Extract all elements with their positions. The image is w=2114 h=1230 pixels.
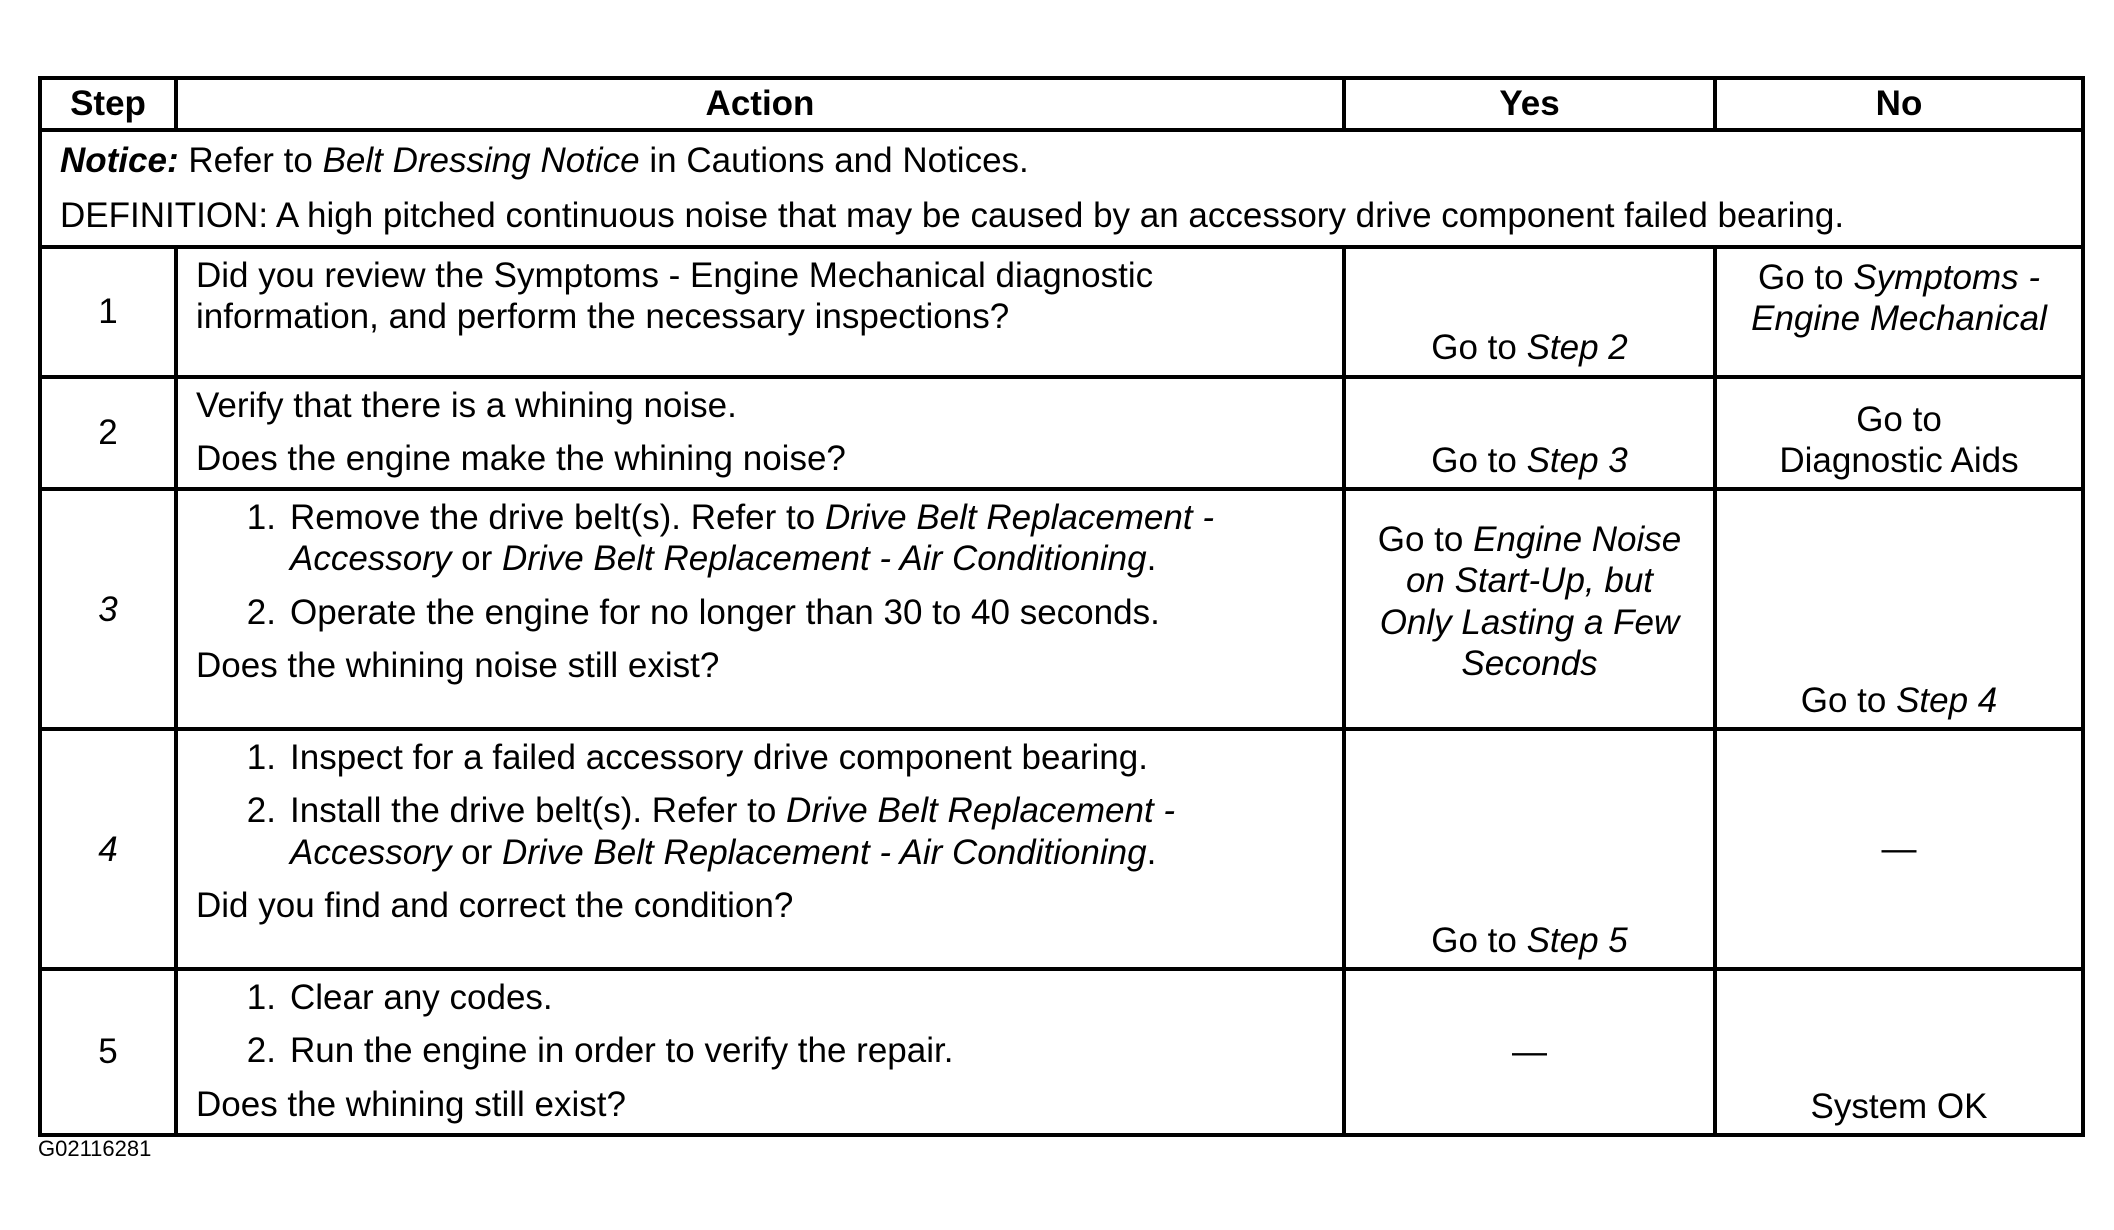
list-item: 1. Clear any codes.: [246, 978, 553, 1018]
action-cell-1: [176, 247, 1344, 377]
yes-3-link: Engine Noise on Start-Up, but Only Lasting a Few Seconds: [1379, 520, 1682, 684]
yes-cell-1: [1344, 247, 1715, 377]
notice-label: Notice:: [60, 141, 179, 180]
notice-cell: [40, 130, 2083, 247]
yes-2-pre: Go to: [1431, 440, 1527, 480]
no-cell-2: [1715, 377, 2083, 490]
no-1-link: Symptoms - Engine Mechanical: [1751, 257, 2047, 338]
notice-row: [40, 130, 2083, 247]
no-cell-3: [1715, 489, 2083, 729]
step-row-4: [40, 729, 2083, 969]
list-item: 2. Operate the engine for no longer than 30 to 40 seconds.: [246, 592, 1160, 632]
yes-cell-2: [1344, 377, 1715, 490]
yes-1-pre: Go to: [1431, 328, 1527, 368]
figure-id: G02116281: [38, 1136, 152, 1161]
drive-belt-ac-ref: Drive Belt Replacement - Air Conditioning: [502, 539, 1147, 579]
step-row-2: [40, 377, 2083, 490]
drive-belt-accessory-ref: Drive Belt Replacement - Accessory: [290, 791, 1176, 872]
header-step: Step: [40, 78, 176, 130]
drive-belt-accessory-ref: Drive Belt Replacement - Accessory: [290, 498, 1214, 579]
yes-4-link: Step 5: [1526, 920, 1628, 960]
action-cell-4: [176, 729, 1344, 969]
action-cell-2: [176, 377, 1344, 490]
no-cell-4: [1715, 729, 2083, 969]
step-3-question: Does the whining noise still exist?: [196, 646, 720, 686]
no-cell-5: [1715, 969, 2083, 1135]
step-3-list: [196, 497, 1324, 633]
no-cell-1: [1715, 247, 2083, 377]
no-4-dash: —: [1881, 829, 1917, 869]
step-4-question: Did you find and correct the condition?: [196, 886, 794, 926]
step-4-list: [196, 737, 1324, 873]
action-cell-3: [176, 489, 1344, 729]
yes-cell-3: [1344, 489, 1715, 729]
yes-2-link: Step 3: [1526, 440, 1628, 480]
no-3-pre: Go to: [1800, 680, 1897, 720]
step-1-question: Did you review the Symptoms - Engine Mechanical diagnostic information, and perform the necessary inspections?: [196, 255, 1154, 336]
step-number-5: 5: [40, 969, 176, 1135]
no-2-line2: Diagnostic Aids: [1779, 440, 2019, 480]
yes-1-link: Step 2: [1526, 328, 1628, 368]
list-item: 1. Remove the drive belt(s). Refer to Drive Belt Replacement - Accessory or Drive Belt Replacement - Air Conditioning.: [246, 498, 1214, 579]
no-2-line1: Go to: [1856, 399, 1942, 439]
header-no: No: [1715, 78, 2083, 130]
step-5-question: Does the whining still exist?: [196, 1084, 626, 1124]
header-yes: Yes: [1344, 78, 1715, 130]
notice-text-post: in Cautions and Notices.: [639, 141, 1029, 180]
notice-text-pre: Refer to: [178, 141, 323, 180]
header-row: [40, 78, 2083, 130]
step-number-1: 1: [40, 247, 176, 377]
step-2-question: Does the engine make the whining noise?: [196, 438, 846, 478]
step-number-3: 3: [40, 489, 176, 729]
diagnostic-table: [38, 76, 2085, 1137]
yes-cell-4: [1344, 729, 1715, 969]
list-item: 2. Install the drive belt(s). Refer to Drive Belt Replacement - Accessory or Drive Belt Replacement - Air Conditioning.: [246, 791, 1176, 872]
no-3-link: Step 4: [1896, 680, 1998, 720]
yes-4-pre: Go to: [1431, 920, 1527, 960]
step-5-list: [196, 977, 1324, 1072]
step-number-2: 2: [40, 377, 176, 490]
belt-dressing-notice-ref: Belt Dressing Notice: [322, 141, 640, 180]
yes-5-dash: —: [1512, 1032, 1547, 1072]
step-row-3: [40, 489, 2083, 729]
no-5-result: System OK: [1810, 1086, 1988, 1126]
header-action: Action: [176, 78, 1344, 130]
drive-belt-ac-ref: Drive Belt Replacement - Air Conditioning: [502, 832, 1147, 872]
definition-line: DEFINITION: A high pitched continuous noise that may be caused by an accessory drive component failed bearing.: [60, 196, 1845, 236]
yes-3-pre: Go to: [1377, 520, 1474, 560]
list-item: 1. Inspect for a failed accessory drive component bearing.: [246, 738, 1148, 778]
action-cell-5: [176, 969, 1344, 1135]
step-row-1: [40, 247, 2083, 377]
step-number-4: 4: [40, 729, 176, 969]
yes-cell-5: [1344, 969, 1715, 1135]
step-2-instruction: Verify that there is a whining noise.: [196, 385, 737, 425]
notice-line: [60, 140, 2063, 181]
list-item: 2. Run the engine in order to verify the repair.: [246, 1031, 954, 1071]
no-1-pre: Go to: [1757, 257, 1854, 297]
step-row-5: [40, 969, 2083, 1135]
